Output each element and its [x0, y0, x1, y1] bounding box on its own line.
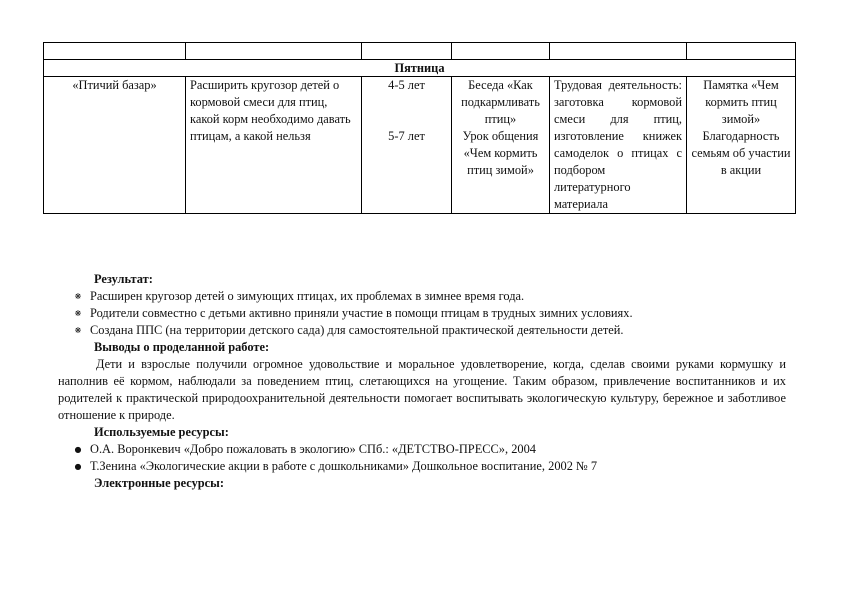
bullet-icon: ● [74, 445, 82, 454]
activity-plan-table [43, 42, 796, 214]
list-item [56, 305, 786, 322]
bullet-icon: ❋ [74, 292, 82, 301]
age-cell [362, 77, 452, 214]
report-text [56, 271, 786, 492]
conclusions-heading: Выводы о проделанной работе: [94, 340, 270, 354]
forms-item-2: Урок общения «Чем кормить птиц зимой» [462, 129, 539, 177]
forms-cell [452, 77, 550, 214]
result-item-3: Создана ППС (на территории детского сада) для самостоятельной практической деятельности детей. [90, 323, 624, 337]
table-cell [44, 43, 186, 60]
list-item [56, 441, 786, 458]
list-item [56, 458, 786, 475]
parents-item-2: Благодарность семьям об участии в акции [691, 129, 791, 177]
resource-item-2: Т.Зенина «Экологические акции в работе с дошкольниками» Дошкольное воспитание, 2002 № 7 [90, 459, 598, 473]
table-cell [687, 43, 796, 60]
resource-item-1: О.А. Воронкевич «Добро пожаловать в экологию» СПб.: «ДЕТСТВО-ПРЕСС», 2004 [90, 442, 536, 456]
parents-cell [687, 77, 796, 214]
conclusions-paragraph: Дети и взрослые получили огромное удовольствие и моральное удовлетворение, когда, сделав своими руками кормушку и наполнив её кормом, наблюдали за поведением птиц, слетающихся на угощение. Таким образом, привлечение воспитанников и их родителей к практической природоохранительной деятельности помогает воспитывать экологическую культуру, бережное и заботливое отношение к природе. [58, 357, 786, 422]
result-item-2: Родители совместно с детьми активно приняли участие в помощи птицам в трудных зимних условиях. [90, 306, 633, 320]
day-header: Пятница [44, 60, 796, 77]
table-cell [186, 43, 362, 60]
bullet-icon: ❋ [74, 309, 82, 318]
labor-cell: Трудовая деятельность: заготовка кормовой смеси для птиц, изготовление книжек самоделок о птицах с подбором литературного материала [550, 77, 687, 214]
parents-item-1: Памятка «Чем кормить птиц зимой» [703, 78, 779, 126]
goal-cell: Расширить кругозор детей о кормовой смеси для птиц, какой корм необходимо давать птицам, а какой нельзя [186, 77, 362, 214]
table-cell [362, 43, 452, 60]
list-item [56, 322, 786, 339]
table-row-day [44, 60, 796, 77]
resources-heading: Используемые ресурсы: [94, 425, 229, 439]
list-item [56, 288, 786, 305]
table-cell [452, 43, 550, 60]
age-group-1: 4-5 лет [388, 78, 425, 92]
table-row-empty [44, 43, 796, 60]
table-row [44, 77, 796, 214]
bullet-icon: ● [74, 462, 82, 471]
activity-cell: «Птичий базар» [44, 77, 186, 214]
result-heading: Результат: [94, 272, 153, 286]
age-group-2: 5-7 лет [388, 129, 425, 143]
electronic-resources-heading: Электронные ресурсы: [94, 476, 224, 490]
result-item-1: Расширен кругозор детей о зимующих птицах, их проблемах в зимнее время года. [90, 289, 525, 303]
table-cell [550, 43, 687, 60]
bullet-icon: ❋ [74, 326, 82, 335]
forms-item-1: Беседа «Как подкармливать птиц» [461, 78, 540, 126]
